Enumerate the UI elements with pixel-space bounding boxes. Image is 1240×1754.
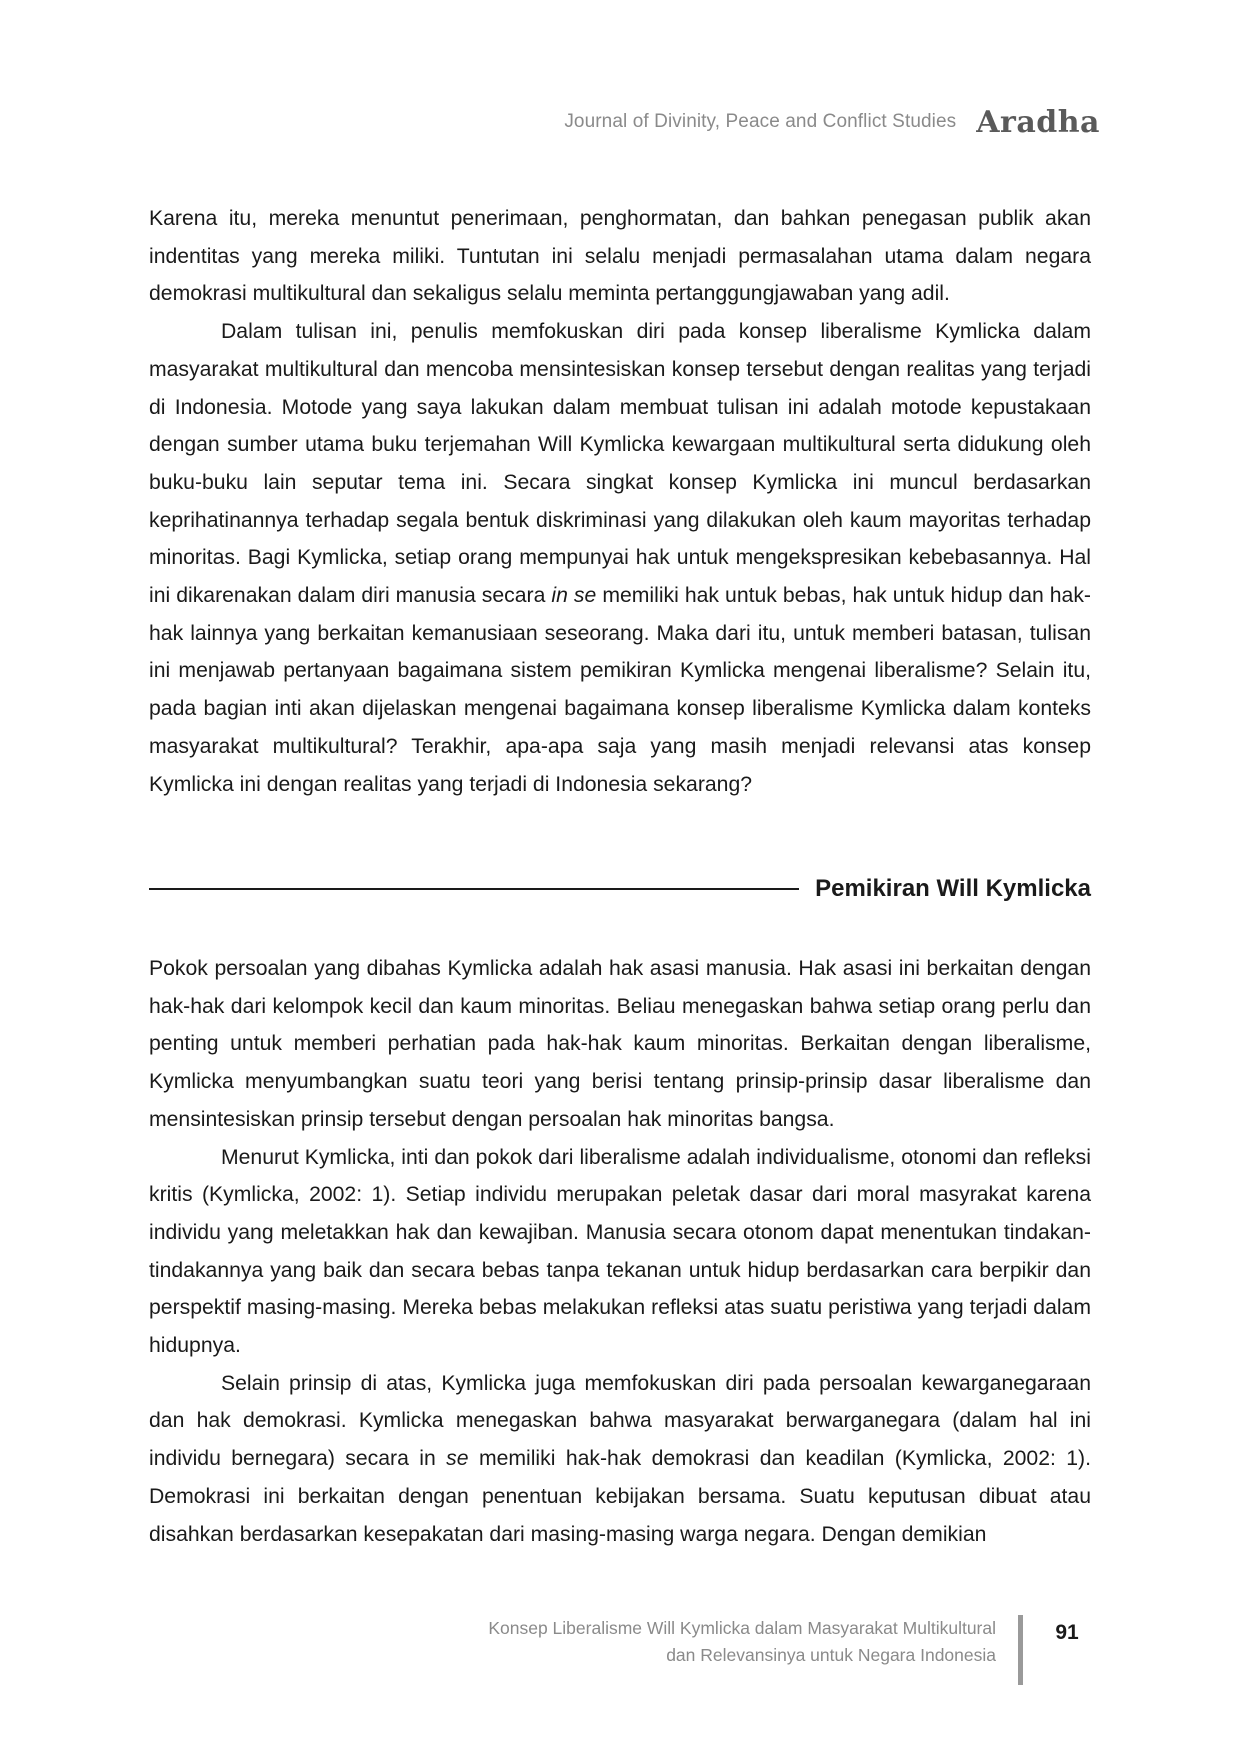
- page-number: 91: [1055, 1621, 1079, 1644]
- section-heading: [149, 875, 1091, 903]
- journal-logo: Aradha: [976, 104, 1100, 140]
- body-text-intro: [149, 200, 1091, 803]
- journal-title: Journal of Divinity, Peace and Conflict Studies: [564, 111, 957, 132]
- footer-title-line: dan Relevansinya untuk Negara Indonesia: [666, 1645, 996, 1665]
- paragraph: Pokok persoalan yang dibahas Kymlicka adalah hak asasi manusia. Hak asasi ini berkaitan dengan hak-hak dari kelompok kecil dan kaum minoritas. Beliau menegaskan bahwa setiap orang perlu dan penting untuk memberi perhatian pada hak-hak kaum minoritas. Berkaitan dengan liberalisme, Kymlicka menyumbangkan suatu teori yang berisi tentang prinsip-prinsip dasar liberalisme dan mensintesiskan prinsip tersebut dengan persoalan hak minoritas bangsa.: [149, 957, 1091, 1131]
- italic-term: se: [446, 1447, 469, 1471]
- italic-term: in se: [551, 584, 597, 608]
- paragraph-text: Dalam tulisan ini, penulis memfokuskan diri pada konsep liberalisme Kymlicka dalam masyarakat multikultural dan mencoba mensintesiskan konsep tersebut dengan realitas yang terjadi di Indonesia. Motode yang saya lakukan dalam membuat tulisan ini adalah motode kepustakaan dengan sumber utama buku terjemahan Will Kymlicka kewargaan multikultural serta didukung oleh buku-buku lain seputar tema ini. Secara singkat konsep Kymlicka ini muncul berdasarkan keprihatinannya terhadap segala bentuk diskriminasi yang dilakukan oleh kaum mayoritas terhadap minoritas. Bagi Kymlicka, setiap orang mempunyai hak untuk mengekspresikan kebebasannya. Hal ini dikarenakan dalam diri manusia secara: [149, 320, 1091, 608]
- paragraph: Menurut Kymlicka, inti dan pokok dari liberalisme adalah individualisme, otonomi dan refleksi kritis (Kymlicka, 2002: 1). Setiap individu merupakan peletak dasar dari moral masyrakat karena individu yang meletakkan hak dan kewajiban. Manusia secara otonom dapat menentukan tindakan-tindakannya yang baik dan secara bebas tanpa tekanan untuk hidup berdasarkan cara berpikir dan perspektif masing-masing. Mereka bebas melakukan refleksi atas suatu peristiwa yang terjadi dalam hidupnya.: [149, 1145, 1091, 1358]
- body-text-section: [149, 950, 1091, 1553]
- running-header: [564, 100, 1100, 144]
- footer-divider: [1018, 1615, 1023, 1685]
- paragraph-text: memiliki hak untuk bebas, hak untuk hidup dan hak-hak lainnya yang berkaitan kemanusiaan seseorang. Maka dari itu, untuk memberi batasan, tulisan ini menjawab pertanyaan bagaimana sistem pemikiran Kymlicka mengenai liberalisme? Selain itu, pada bagian inti akan dijelaskan mengenai bagaimana konsep liberalisme Kymlicka dalam konteks masyarakat multikultural? Terakhir, apa-apa saja yang masih menjadi relevansi atas konsep Kymlicka ini dengan realitas yang terjadi di Indonesia sekarang?: [149, 584, 1091, 796]
- paragraph-text: Selain prinsip di atas, Kymlicka juga memfokuskan diri pada persoalan kewarganegaraan dan hak demokrasi. Kymlicka menegaskan bahwa masyarakat berwarganegara (dalam hal ini individu bernegara) secara in: [149, 1371, 1091, 1471]
- running-footer: [400, 1615, 1092, 1685]
- paragraph: [149, 1365, 1091, 1554]
- footer-article-title: [488, 1615, 996, 1669]
- section-title: Pemikiran Will Kymlicka: [815, 875, 1091, 902]
- footer-title-line: Konsep Liberalisme Will Kymlicka dalam Masyarakat Multikultural: [488, 1618, 996, 1638]
- paragraph: [149, 313, 1091, 803]
- paragraph: Karena itu, mereka menuntut penerimaan, penghormatan, dan bahkan penegasan publik akan indentitas yang mereka miliki. Tuntutan ini selalu menjadi permasalahan utama dalam negara demokrasi multikultural dan sekaligus selalu meminta pertanggungjawaban yang adil.: [149, 207, 1091, 306]
- heading-rule: [149, 888, 799, 890]
- paragraph-text: memiliki hak-hak demokrasi dan keadilan (Kymlicka, 2002: 1). Demokrasi ini berkaitan dengan penentuan kebijakan bersama. Suatu keputusan dibuat atau disahkan berdasarkan kesepakatan dari masing-masing warga negara. Dengan demikian: [149, 1447, 1092, 1546]
